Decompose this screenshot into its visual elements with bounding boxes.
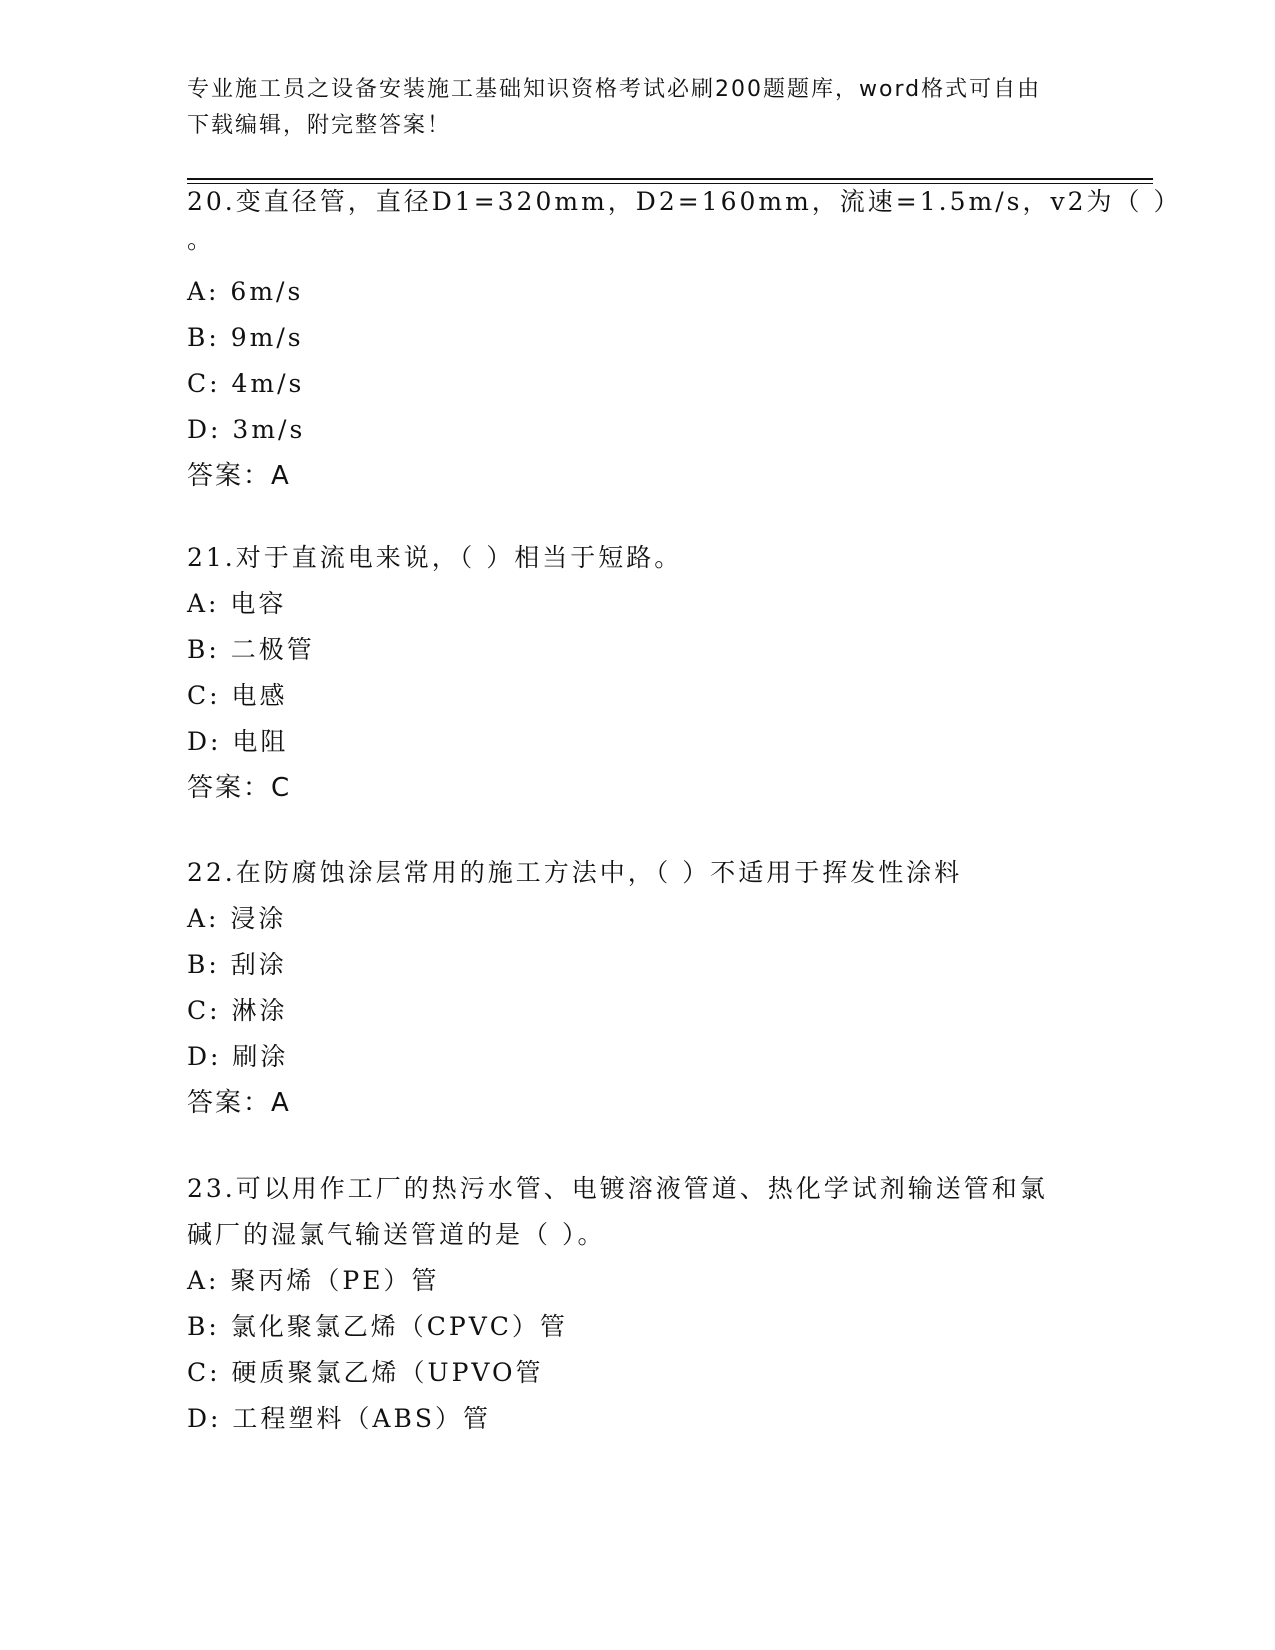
- question-stem: 23.可以用作工厂的热污水管、电镀溶液管道、热化学试剂输送管和氯: [187, 1174, 1048, 1203]
- option-a: A: 聚丙烯（PE）管: [187, 1266, 440, 1295]
- option-a: A: 浸涂: [187, 904, 287, 933]
- document-header: [187, 72, 1087, 144]
- option-c: C: 电感: [187, 681, 288, 710]
- option-c: C: 4m/s: [187, 369, 305, 398]
- option-b: B: 二极管: [187, 635, 315, 664]
- answer: 答案：C: [187, 773, 292, 803]
- question-20: [187, 179, 1182, 499]
- option-d: D: 电阻: [187, 727, 289, 756]
- question-23: [187, 1166, 1087, 1442]
- header-line-1: 专业施工员之设备安装施工基础知识资格考试必刷200题题库，word格式可自由: [187, 77, 1042, 102]
- question-21: [187, 535, 1087, 811]
- option-b: B: 刮涂: [187, 950, 287, 979]
- option-c: C: 硬质聚氯乙烯（UPVO管: [187, 1358, 544, 1387]
- option-c: C: 淋涂: [187, 996, 288, 1025]
- question-stem-continuation: 。: [187, 225, 216, 254]
- question-stem: 20.变直径管，直径D1=320mm，D2=160mm，流速=1.5m/s，v2为（ ）: [187, 187, 1182, 216]
- answer: 答案：A: [187, 461, 291, 491]
- header-line-2: 下载编辑，附完整答案！: [187, 113, 452, 138]
- question-stem: 21.对于直流电来说，（ ）相当于短路。: [187, 543, 683, 572]
- option-b: B: 氯化聚氯乙烯（CPVC）管: [187, 1312, 568, 1341]
- question-stem-continuation: 碱厂的湿氯气输送管道的是（ ）。: [187, 1220, 606, 1249]
- question-stem: 22.在防腐蚀涂层常用的施工方法中，（ ）不适用于挥发性涂料: [187, 858, 963, 887]
- option-a: A: 6m/s: [187, 277, 304, 306]
- option-d: D: 工程塑料（ABS）管: [187, 1404, 491, 1433]
- option-a: A: 电容: [187, 589, 287, 618]
- answer: 答案：A: [187, 1088, 291, 1118]
- option-b: B: 9m/s: [187, 323, 304, 352]
- question-22: [187, 850, 1087, 1126]
- option-d: D: 刷涂: [187, 1042, 289, 1071]
- option-d: D: 3m/s: [187, 415, 306, 444]
